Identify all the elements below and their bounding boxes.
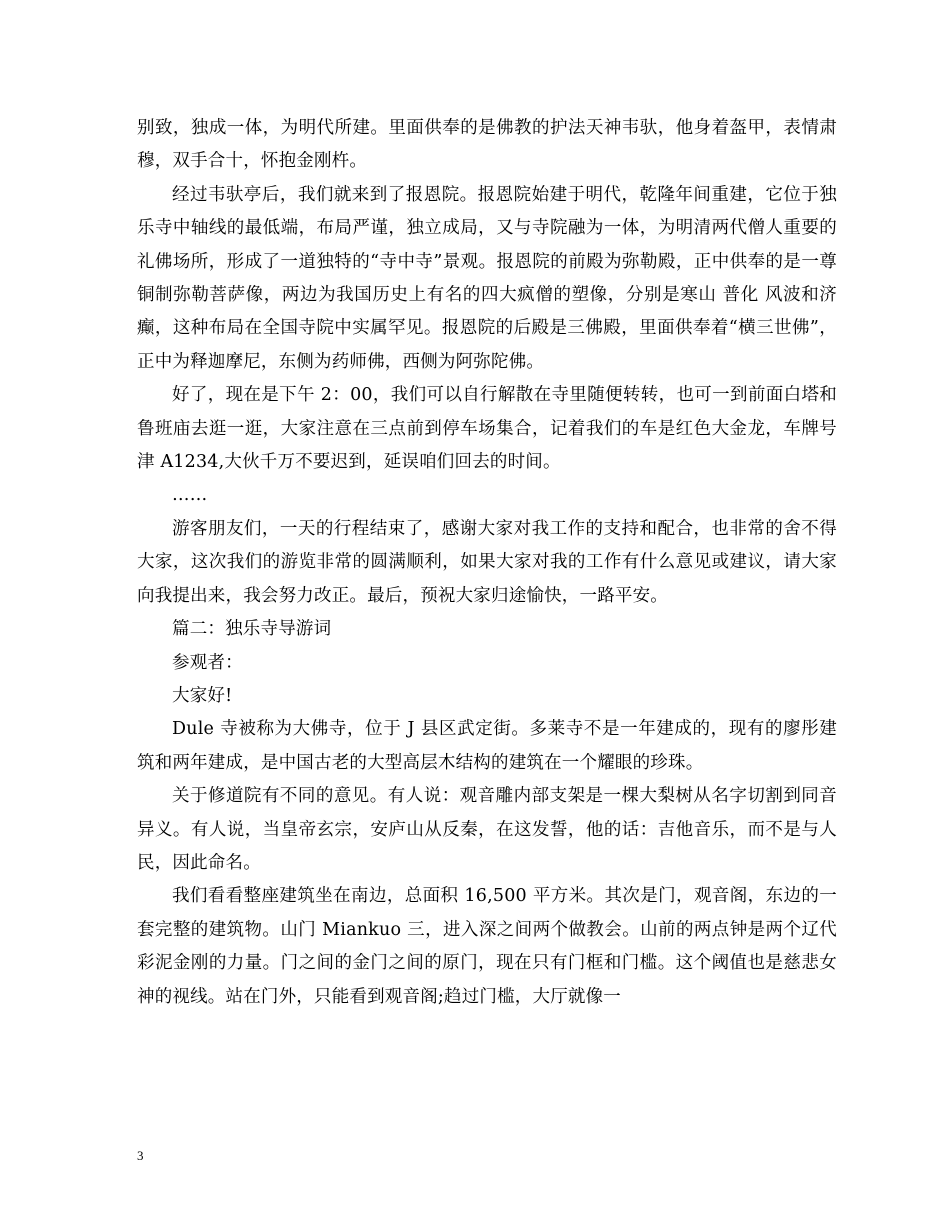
paragraph-farewell: 游客朋友们，一天的行程结束了，感谢大家对我工作的支持和配合，也非常的舍不得大家，这次我们的游览非常的圆满顺利，如果大家对我的工作有什么意见或建议，请大家向我提出来，我会努力改正。最后，预祝大家归途愉快，一路平安。 <box>137 518 837 606</box>
paragraph-name-origin: 关于修道院有不同的意见。有人说：观音雕内部支架是一棵大梨树从名字切割到同音异义。有人说，当皇帝玄宗，安庐山从反秦，在这发誓，他的话：吉他音乐，而不是与人民，因此命名。 <box>137 786 837 873</box>
paragraph-baoen-yuan: 经过韦驮亭后，我们就来到了报恩院。报恩院始建于明代，乾隆年间重建，它位于独乐寺中轴线的最低端，布局严谨，独立成局，又与寺院融为一体，为明清两代僧人重要的礼佛场所，形成了一道独特的“寺中寺”景观。报恩院的前殿为弥勒殿，正中供奉的是一尊铜制弥勒菩萨像，两边为我国历史上有名的四大疯僧的塑像，分别是寒山 普化 风波和济癫，这种布局在全国寺院中实属罕见。报恩院的后殿是三佛殿，里面供奉着“横三世佛”，正中为释迦摩尼，东侧为药师佛，西侧为阿弥陀佛。 <box>137 184 837 372</box>
ellipsis: …… <box>172 485 208 506</box>
section-heading: 篇二：独乐寺导游词 <box>172 619 332 640</box>
paragraph-continued: 别致，独成一体，为明代所建。里面供奉的是佛教的护法天神韦驮，他身着盔甲，表情肃穆，双手合十，怀抱金刚杵。 <box>137 118 837 172</box>
paragraph-hello: 大家好! <box>172 685 233 706</box>
page-number: 3 <box>137 1148 144 1163</box>
paragraph-dule-intro: Dule 寺被称为大佛寺，位于 J 县区武定街。多莱寺不是一年建成的，现有的廖彤建筑和两年建成，是中国古老的大型高层木结构的建筑在一个耀眼的珍珠。 <box>137 719 837 773</box>
document-body <box>137 112 837 1014</box>
paragraph-greeting-visitors: 参观者： <box>172 652 243 673</box>
paragraph-layout: 我们看看整座建筑坐在南边，总面积 16,500 平方米。其次是门，观音阁，东边的一套完整的建筑物。山门 Miankuo 三，进入深之间两个做教会。山前的两点钟是两个辽代彩泥金刚的力量。门之间的金门之间的原门，现在只有门框和门槛。这个阈值也是慈悲女神的视线。站在门外，只能看到观音阁;趋过门槛，大厅就像一 <box>137 886 837 1007</box>
paragraph-free-time: 好了，现在是下午 2：00，我们可以自行解散在寺里随便转转，也可一到前面白塔和鲁班庙去逛一逛，大家注意在三点前到停车场集合，记着我们的车是红色大金龙，车牌号津 A1234,大伙千万不要迟到，延误咱们回去的时间。 <box>137 385 837 473</box>
